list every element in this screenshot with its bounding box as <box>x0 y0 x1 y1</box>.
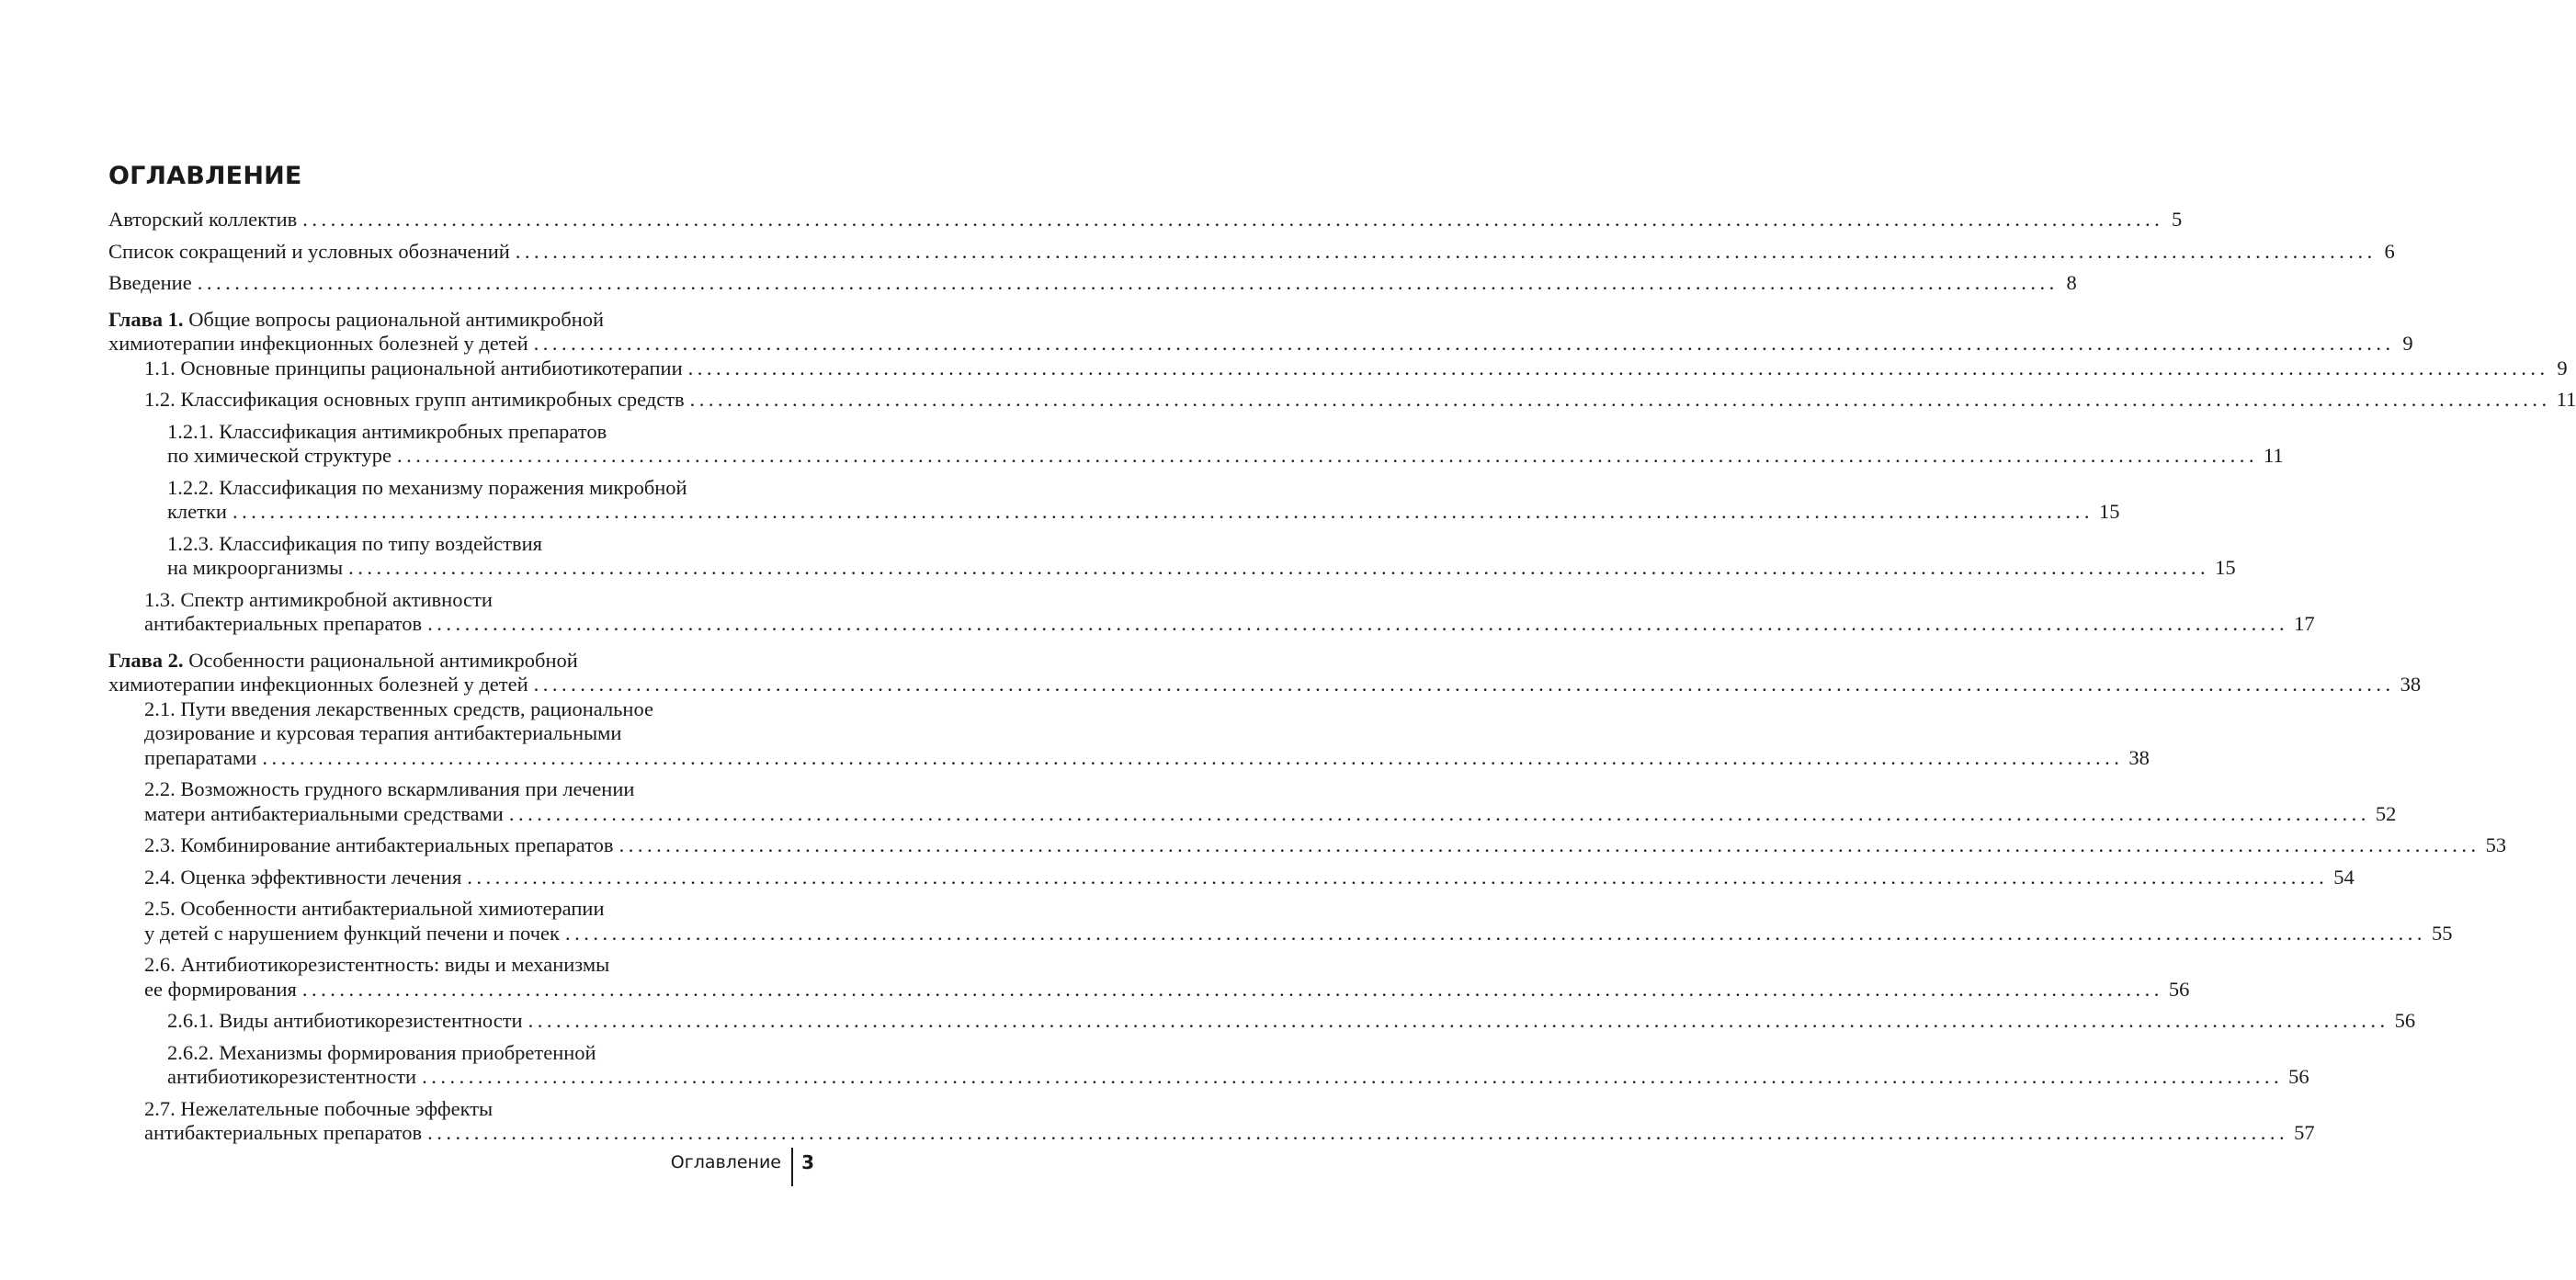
toc-page-number: 55 <box>2431 921 2453 945</box>
table-of-contents <box>108 208 2576 1146</box>
dot-leader: ........................................................................................................................................................................................................ <box>467 865 2329 889</box>
toc-entry-text: 1.2.1. Классификация антимикробных препаратов <box>167 419 607 443</box>
toc-page-number: 56 <box>2394 1009 2416 1032</box>
toc-entry-text: Общие вопросы рациональной антимикробной <box>188 307 605 331</box>
page-title: ОГЛАВЛЕНИЕ <box>108 162 302 190</box>
toc-page-number: 57 <box>2294 1121 2315 1144</box>
dot-leader: ........................................................................................................................................................................................................ <box>197 271 2059 294</box>
toc-entry-text-continued: матери антибактериальными средствами <box>144 801 504 825</box>
toc-entry-2-6-2[interactable] <box>108 1040 2309 1090</box>
toc-entry-text-continued: ее формирования <box>144 977 297 1001</box>
dot-leader: ........................................................................................................................................................................................................ <box>262 745 2124 769</box>
toc-entry-2-1[interactable] <box>108 697 2150 771</box>
toc-entry-1-1[interactable] <box>108 356 2568 381</box>
dot-leader: ........................................................................................................................................................................................................ <box>564 921 2426 945</box>
toc-page-number: 56 <box>2168 977 2190 1001</box>
dot-leader: ........................................................................................................................................................................................................ <box>427 1121 2289 1144</box>
toc-page-number: 11 <box>2556 388 2576 411</box>
toc-entry-2-4[interactable] <box>108 865 2355 890</box>
toc-entry-text-continued: дозирование и курсовая терапия антибактериальными <box>144 721 622 744</box>
toc-page-number: 38 <box>2400 673 2422 696</box>
dot-leader: ........................................................................................................................................................................................................ <box>515 239 2377 263</box>
toc-page-number: 8 <box>2066 271 2077 294</box>
toc-page-number: 5 <box>2172 208 2183 231</box>
dot-leader: ........................................................................................................................................................................................................ <box>348 556 2210 579</box>
toc-entry-text: 2.2. Возможность грудного вскармливания при лечении <box>144 777 635 800</box>
toc-page-number: 38 <box>2128 745 2150 769</box>
toc-entry-text: 1.2.2. Классификация по механизму поражения микробной <box>167 475 687 499</box>
toc-page-number: 56 <box>2288 1065 2309 1088</box>
toc-entry-abbreviations[interactable] <box>108 239 2395 265</box>
toc-entry-text: 1.3. Спектр антимикробной активности <box>144 587 493 611</box>
dot-leader: ........................................................................................................................................................................................................ <box>232 500 2094 523</box>
toc-entry-text: 2.6.1. Виды антибиотикорезистентности <box>167 1009 523 1032</box>
toc-entry-text-continued: антибактериальных препаратов <box>144 1121 423 1144</box>
toc-entry-text-continued: химиотерапии инфекционных болезней у детей <box>108 673 528 696</box>
toc-entry-text: 2.4. Оценка эффективности лечения <box>144 865 462 889</box>
toc-page-number: 52 <box>2375 801 2397 825</box>
dot-leader: ........................................................................................................................................................................................................ <box>301 977 2163 1001</box>
toc-entry-text: Введение <box>108 271 192 294</box>
toc-entry-text-continued: у детей с нарушением функций печени и почек <box>144 921 560 945</box>
toc-entry-text: 1.2. Классификация основных групп антимикробных средств <box>144 388 685 411</box>
toc-entry-authors[interactable] <box>108 208 2183 232</box>
toc-entry-2-3[interactable] <box>108 833 2507 858</box>
toc-entry-2-6-1[interactable] <box>108 1009 2416 1034</box>
toc-entry-text-continued: по химической структуре <box>167 444 392 467</box>
toc-page-number: 54 <box>2333 865 2355 889</box>
dot-leader: ........................................................................................................................................................................................................ <box>689 388 2551 411</box>
toc-entry-text-continued: клетки <box>167 500 227 523</box>
toc-entry-text: 2.7. Нежелательные побочные эффекты <box>144 1096 494 1120</box>
dot-leader: ........................................................................................................................................................................................................ <box>533 332 2395 355</box>
toc-entry-2-2[interactable] <box>108 777 2397 826</box>
toc-entry-introduction[interactable] <box>108 271 2077 296</box>
dot-leader: ........................................................................................................................................................................................................ <box>533 673 2395 696</box>
dot-leader: ........................................................................................................................................................................................................ <box>427 612 2289 635</box>
dot-leader: ........................................................................................................................................................................................................ <box>528 1009 2389 1032</box>
dot-leader: ........................................................................................................................................................................................................ <box>687 356 2549 379</box>
dot-leader: ........................................................................................................................................................................................................ <box>508 801 2370 825</box>
running-footer-section: Оглавление <box>670 1152 781 1172</box>
toc-entry-text: 2.6.2. Механизмы формирования приобретенной <box>167 1040 596 1064</box>
toc-entry-text: 1.2.3. Классификация по типу воздействия <box>167 531 542 555</box>
footer-divider <box>791 1148 793 1186</box>
toc-entry-1-2-1[interactable] <box>108 419 2284 469</box>
dot-leader: ........................................................................................................................................................................................................ <box>302 208 2164 231</box>
toc-page-number: 9 <box>2557 356 2568 379</box>
dot-leader: ........................................................................................................................................................................................................ <box>618 833 2480 856</box>
dot-leader: ........................................................................................................................................................................................................ <box>397 444 2258 467</box>
toc-entry-text-continued: антибактериальных препаратов <box>144 612 423 635</box>
toc-entry-1-2-3[interactable] <box>108 531 2236 581</box>
toc-entry-text: Список сокращений и условных обозначений <box>108 239 510 263</box>
toc-entry-2-7[interactable] <box>108 1096 2315 1146</box>
toc-entry-text: Авторский коллектив <box>108 208 298 231</box>
toc-entry-text: 1.1. Основные принципы рациональной антибиотикотерапии <box>144 356 683 379</box>
toc-entry-chapter-2[interactable] <box>108 648 2422 697</box>
toc-entry-text: 2.6. Антибиотикорезистентность: виды и механизмы <box>144 953 610 976</box>
dot-leader: ........................................................................................................................................................................................................ <box>422 1065 2284 1088</box>
toc-entry-text: 2.1. Пути введения лекарственных средств, рациональное <box>144 697 653 720</box>
toc-entry-text: 2.5. Особенности антибактериальной химиотерапии <box>144 897 605 920</box>
toc-page-number: 17 <box>2294 612 2315 635</box>
toc-entry-text: Особенности рациональной антимикробной <box>188 648 578 672</box>
toc-entry-1-3[interactable] <box>108 587 2315 637</box>
chapter-label: Глава 1. <box>108 307 184 331</box>
toc-entry-text-continued: на микроорганизмы <box>167 556 344 579</box>
toc-page-number: 9 <box>2402 332 2413 355</box>
page-number: 3 <box>801 1151 814 1173</box>
toc-entry-2-6[interactable] <box>108 953 2190 1002</box>
toc-entry-1-2[interactable] <box>108 388 2576 413</box>
toc-entry-1-2-2[interactable] <box>108 475 2120 525</box>
toc-entry-text-continued: химиотерапии инфекционных болезней у детей <box>108 332 528 355</box>
toc-page-number: 15 <box>2098 500 2120 523</box>
toc-entry-chapter-1[interactable] <box>108 307 2413 357</box>
toc-entry-text: 2.3. Комбинирование антибактериальных препаратов <box>144 833 614 856</box>
toc-page-number: 6 <box>2384 239 2395 263</box>
toc-page-number: 53 <box>2485 833 2507 856</box>
toc-entry-2-5[interactable] <box>108 897 2453 946</box>
page-footer <box>643 1148 818 1186</box>
chapter-label: Глава 2. <box>108 648 184 672</box>
toc-page-number: 11 <box>2264 444 2284 467</box>
toc-page-number: 15 <box>2215 556 2236 579</box>
toc-entry-text-continued: препаратами <box>144 745 257 769</box>
toc-entry-text-continued: антибиотикорезистентности <box>167 1065 417 1088</box>
